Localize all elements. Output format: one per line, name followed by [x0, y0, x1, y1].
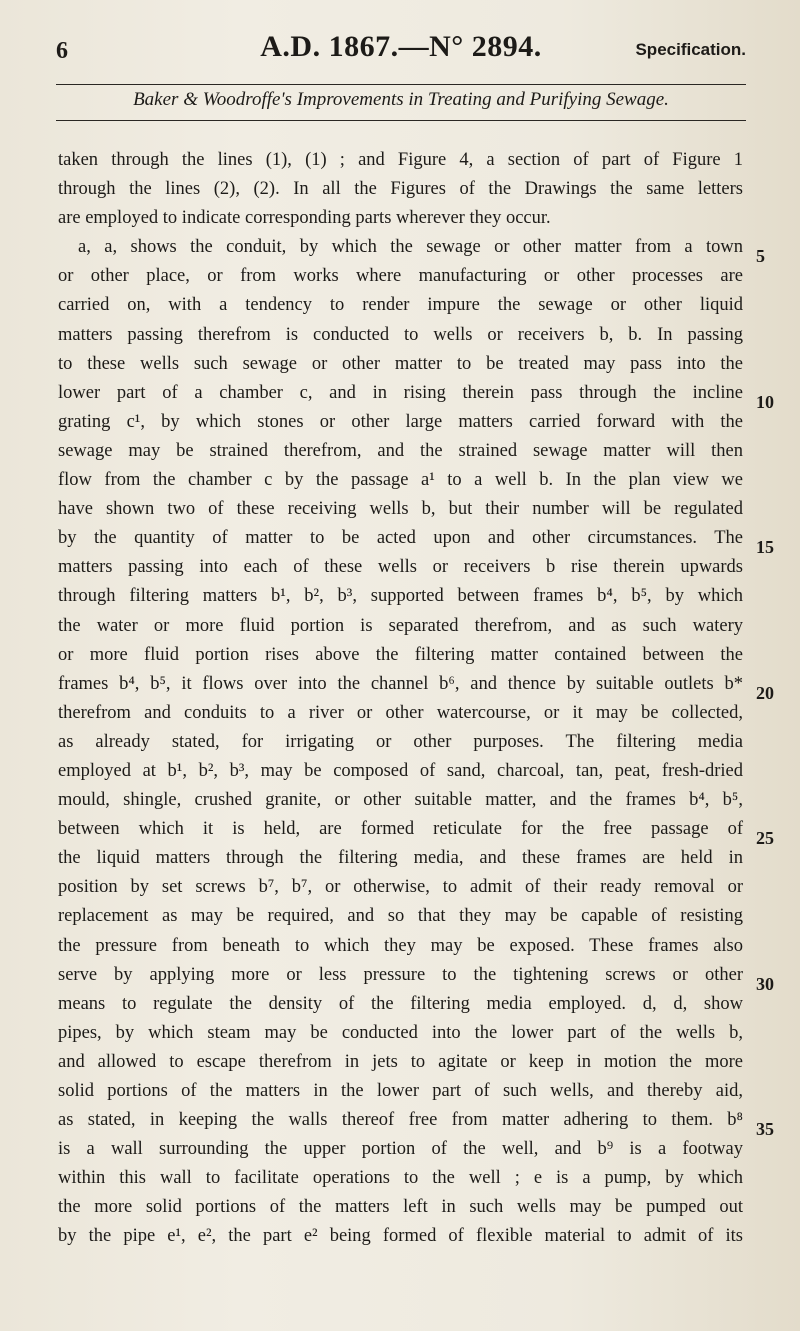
text-line: by the quantity of matter to be acted upon and other circumstances. The	[58, 528, 743, 549]
text-line: or other place, or from works where manufacturing or other processes are	[58, 266, 743, 287]
text-line: the liquid matters through the filtering media, and these frames are held in	[58, 848, 743, 869]
text-line: as stated, in keeping the walls thereof free from matter adhering to them. b⁸	[58, 1110, 743, 1131]
text-line: solid portions of the matters in the lower part of such wells, and thereby aid,	[58, 1081, 743, 1101]
text-line: is a wall surrounding the upper portion of the well, and b⁹ is a footway	[58, 1139, 743, 1160]
text-line: lower part of a chamber c, and in rising therein pass through the incline	[58, 382, 743, 403]
text-line: a, a, shows the conduit, by which the sewage or other matter from a town	[78, 237, 743, 258]
text-line: by the pipe e¹, e², the part e² being formed of flexible material to admit of its	[58, 1226, 743, 1247]
text-line: grating c¹, by which stones or other large matters carried forward with the	[58, 411, 743, 432]
text-line: frames b⁴, b⁵, it flows over into the channel b⁶, and thence by suitable outlets b*	[58, 673, 743, 694]
line-number: 35	[756, 1119, 774, 1139]
text-line: through the lines (2), (2). In all the Figures of the Drawings the same letters	[58, 179, 743, 200]
line-number: 10	[756, 392, 774, 412]
text-line: carried on, with a tendency to render impure the sewage or other liquid	[58, 295, 743, 316]
document-title: A.D. 1867.—N° 2894.	[260, 30, 542, 63]
text-line: as already stated, for irrigating or other purposes. The filtering media	[58, 731, 743, 752]
page-number: 6	[56, 38, 68, 64]
text-line: the water or more fluid portion is separated therefrom, and as such watery	[58, 615, 743, 636]
body-text	[58, 146, 743, 1252]
line-number: 15	[756, 537, 774, 557]
text-line: between which it is held, are formed reticulate for the free passage of	[58, 819, 743, 840]
line-number: 5	[756, 246, 765, 266]
line-number: 25	[756, 828, 774, 848]
section-label: Specification.	[635, 40, 746, 59]
text-line: have shown two of these receiving wells b, but their number will be regulated	[58, 499, 743, 520]
text-line: the more solid portions of the matters left in such wells may be pumped out	[58, 1197, 743, 1218]
page-header	[56, 30, 746, 80]
text-line: within this wall to facilitate operations to the well ; e is a pump, by which	[58, 1168, 743, 1189]
text-line: and allowed to escape therefrom in jets to agitate or keep in motion the more	[58, 1051, 743, 1072]
text-line: or more fluid portion rises above the filtering matter contained between the	[58, 644, 743, 665]
text-line: pipes, by which steam may be conducted into the lower part of the wells b,	[58, 1022, 743, 1043]
text-line: sewage may be strained therefrom, and the strained sewage matter will then	[58, 440, 743, 461]
text-line: serve by applying more or less pressure to the tightening screws or other	[58, 964, 743, 985]
running-title: Baker & Woodroffe's Improvements in Treating and Purifying Sewage.	[133, 89, 669, 110]
header-rule	[56, 84, 746, 85]
text-line: mould, shingle, crushed granite, or other suitable matter, and the frames b⁴, b⁵,	[58, 790, 743, 811]
text-line: employed at b¹, b², b³, may be composed of sand, charcoal, tan, peat, fresh-dried	[58, 760, 743, 781]
text-line: therefrom and conduits to a river or other watercourse, or it may be collected,	[58, 702, 743, 723]
text-line: taken through the lines (1), (1) ; and Figure 4, a section of part of Figure 1	[58, 150, 743, 170]
text-line: the pressure from beneath to which they may be exposed. These frames also	[58, 935, 743, 956]
subtitle-rule	[56, 120, 746, 121]
text-line: are employed to indicate corresponding parts wherever they occur.	[58, 208, 551, 229]
text-line: through filtering matters b¹, b², b³, supported between frames b⁴, b⁵, by which	[58, 586, 743, 607]
text-line: to these wells such sewage or other matter to be treated may pass into the	[58, 353, 743, 374]
text-line: matters passing into each of these wells or receivers b rise therein upwards	[58, 557, 743, 578]
text-line: means to regulate the density of the filtering media employed. d, d, show	[58, 993, 743, 1014]
line-number: 20	[756, 683, 774, 703]
line-number: 30	[756, 974, 774, 994]
text-line: position by set screws b⁷, b⁷, or otherwise, to admit of their ready removal or	[58, 877, 743, 898]
text-line: flow from the chamber c by the passage a¹ to a well b. In the plan view we	[58, 470, 743, 491]
text-line: replacement as may be required, and so that they may be capable of resisting	[58, 906, 743, 927]
text-line: matters passing therefrom is conducted to wells or receivers b, b. In passing	[58, 324, 743, 345]
